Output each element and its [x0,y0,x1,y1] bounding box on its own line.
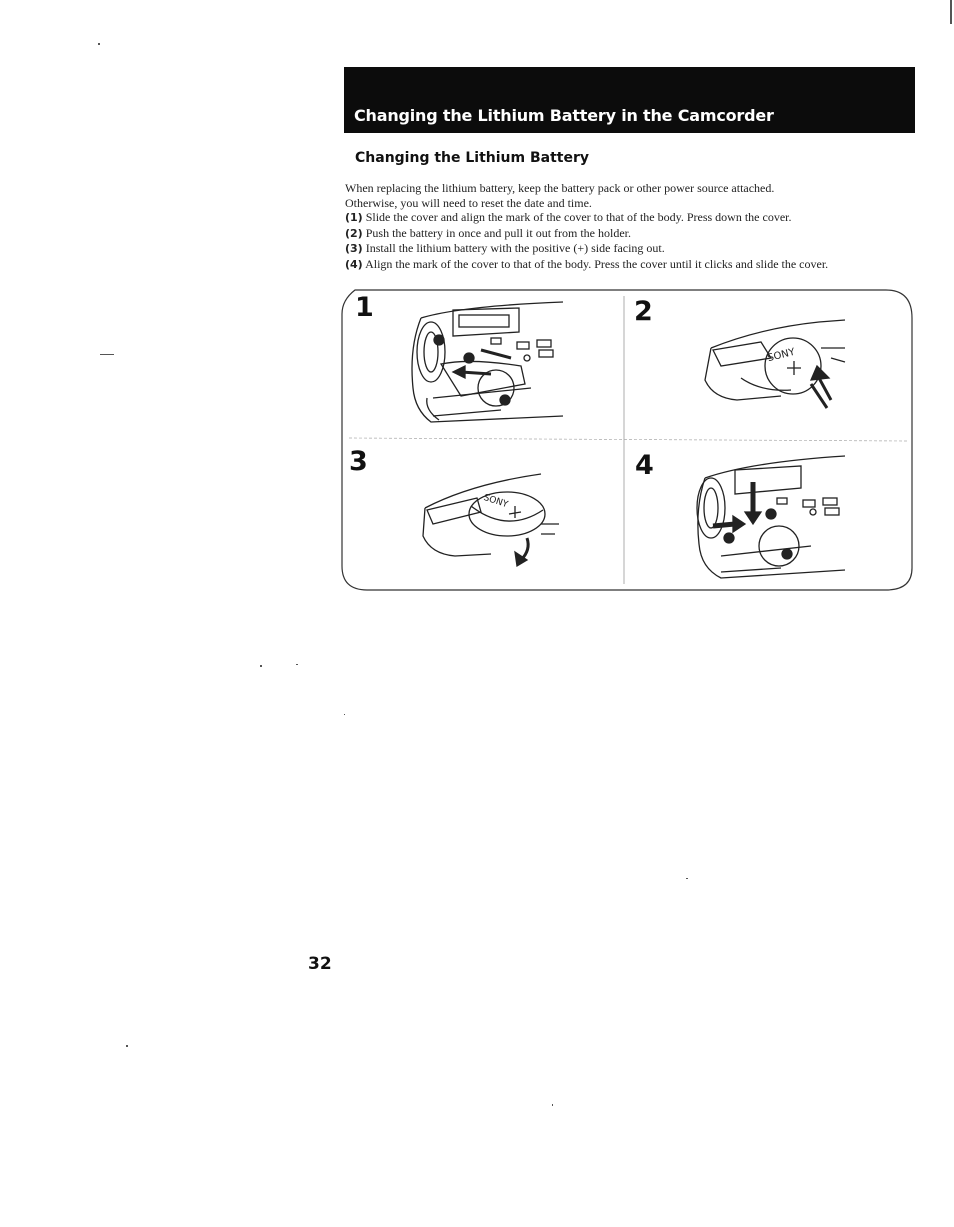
panel-3-drawing [423,474,559,566]
scan-speck [98,43,100,45]
step-text: Align the mark of the cover to that of the body. Press the cover until it clicks and slide the cover. [365,256,829,271]
intro-line: Otherwise, you will need to reset the date and time. [345,195,592,210]
step-text: Slide the cover and align the mark of the cover to that of the body. Press down the cover. [365,210,792,225]
step-number: (2) [345,226,363,240]
battery-brand-label: SONY [766,346,797,365]
battery-illustration-figure [341,288,913,591]
instructions [345,181,915,273]
step-number: (1) [345,211,363,225]
section-title: Changing the Lithium Battery [355,150,590,166]
step-number: (4) [345,257,363,271]
step-1 [345,210,915,226]
panel-number-2: 2 [634,296,653,327]
figure-drawing [341,288,913,591]
step-text: Install the lithium battery with the positive (+) side facing out. [365,241,665,256]
step-4 [345,257,915,273]
battery-brand-label: SONY [482,492,510,511]
step-text: Push the battery in once and pull it out from the holder. [365,225,632,240]
panel-4-drawing [697,456,845,578]
scan-speck [686,878,688,879]
panel-number-4: 4 [635,450,654,481]
step-number: (3) [345,242,363,256]
intro-line: When replacing the lithium battery, keep the battery pack or other power source attached. [345,181,775,195]
step-3 [345,241,915,257]
panel-1-drawing [412,302,563,422]
panel-number-3: 3 [349,446,368,477]
header-title: Changing the Lithium Battery in the Camcorder [354,106,774,125]
panel-number-1: 1 [355,292,374,323]
scan-speck [296,664,298,665]
scan-edge-mark [950,0,952,24]
panel-2-drawing [705,320,845,408]
scan-speck [126,1045,128,1047]
step-2 [345,226,915,242]
scan-speck [552,1104,553,1106]
page-number: 32 [308,954,332,974]
scan-speck [344,714,345,715]
scan-speck [100,354,114,355]
header-bar [344,67,915,133]
scan-speck [260,665,262,667]
